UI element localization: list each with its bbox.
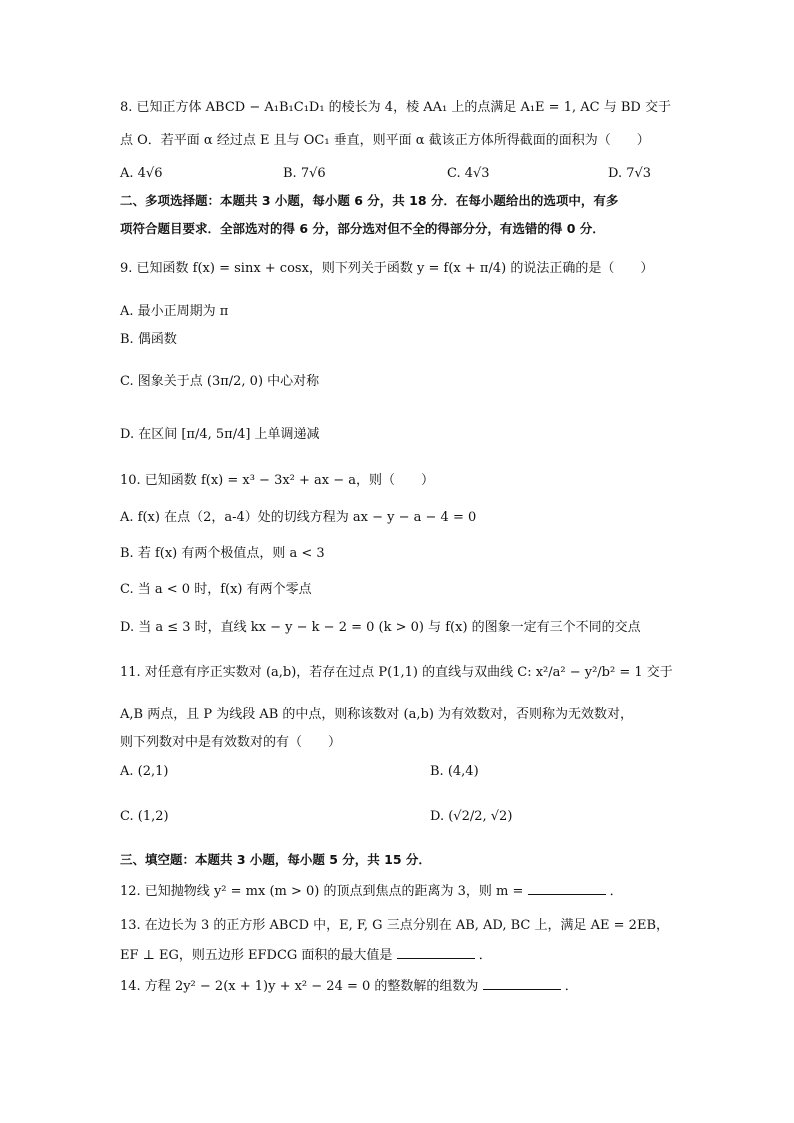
q10-option-c: C. 当 a < 0 时，f(x) 有两个零点 (120, 582, 312, 597)
q14-answer-blank[interactable] (483, 988, 561, 990)
q11-option-a: A. (2,1) (120, 764, 169, 779)
q8-option-d: D. 7√3 (608, 166, 652, 181)
q11-stem-line1: 11. 对任意有序正实数对 (a,b)，若存在过点 P(1,1) 的直线与双曲线 C: x²/a² − y²/b² = 1 交于 (120, 665, 673, 680)
q13-stem-line1: 13. 在边长为 3 的正方形 ABCD 中，E, F, G 三点分别在 AB, AD, BC 上，满足 AE = 2EB， (120, 918, 669, 933)
q10-stem: 10. 已知函数 f(x) = x³ − 3x² + ax − a，则（ ） (120, 473, 435, 488)
section2-heading-line1: 二、多项选择题：本题共 3 小题，每小题 6 分，共 18 分．在每小题给出的选项中，有多 (120, 193, 619, 208)
q9-option-c: C. 图象关于点 (3π/2, 0) 中心对称 (120, 374, 320, 389)
q9-option-b: B. 偶函数 (120, 332, 177, 347)
q9-stem: 9. 已知函数 f(x) = sinx + cosx，则下列关于函数 y = f(x + π/4) 的说法正确的是（ ） (120, 261, 654, 276)
q10-option-a: A. f(x) 在点（2，a-4）处的切线方程为 ax − y − a − 4 = 0 (120, 510, 477, 525)
q14-text: 14. 方程 2y² − 2(x + 1)y + x² − 24 = 0 的整数解的组数为 (120, 979, 479, 994)
section3-heading: 三、填空题：本题共 3 小题，每小题 5 分，共 15 分． (120, 852, 431, 867)
q12-end: ． (609, 884, 623, 899)
q11-stem-line2: A,B 两点，且 P 为线段 AB 的中点，则称该数对 (a,b) 为有效数对，否则称为无效数对， (120, 707, 634, 722)
q13-end: ． (478, 948, 492, 963)
q9-option-a: A. 最小正周期为 π (120, 304, 229, 319)
q13-line2 (120, 949, 492, 962)
q10-option-b: B. 若 f(x) 有两个极值点，则 a < 3 (120, 546, 325, 561)
q12-answer-blank[interactable] (528, 893, 606, 895)
q11-option-d: D. (√2/2, √2) (430, 809, 513, 824)
q8-option-b: B. 7√6 (283, 166, 326, 181)
q14-line (120, 980, 578, 993)
q11-stem-line3: 则下列数对中是有效数对的有（ ） (120, 735, 342, 750)
q11-option-c: C. (1,2) (120, 809, 169, 824)
q13-answer-blank[interactable] (397, 957, 475, 959)
q12-text: 12. 已知抛物线 y² = mx (m > 0) 的顶点到焦点的距离为 3，则 m = (120, 884, 524, 899)
q12-line (120, 885, 623, 898)
q8-option-c: C. 4√3 (447, 166, 490, 181)
q9-option-d: D. 在区间 [π/4, 5π/4] 上单调递减 (120, 427, 320, 442)
q10-option-d: D. 当 a ≤ 3 时，直线 kx − y − k − 2 = 0 (k > 0) 与 f(x) 的图象一定有三个不同的交点 (120, 620, 641, 635)
q8-option-a: A. 4√6 (120, 166, 163, 181)
q13-text: EF ⊥ EG，则五边形 EFDCG 面积的最大值是 (120, 948, 393, 963)
q8-stem-line1: 8. 已知正方体 ABCD − A₁B₁C₁D₁ 的棱长为 4，棱 AA₁ 上的点满足 A₁E = 1, AC 与 BD 交于 (120, 100, 671, 115)
q11-option-b: B. (4,4) (430, 764, 479, 779)
q14-end: ． (564, 979, 578, 994)
section2-heading-line2: 项符合题目要求．全部选对的得 6 分，部分选对但不全的得部分分，有选错的得 0 分． (120, 221, 605, 236)
q8-stem-line2: 点 O．若平面 α 经过点 E 且与 OC₁ 垂直，则平面 α 截该正方体所得截面的面积为（ ） (120, 133, 650, 148)
